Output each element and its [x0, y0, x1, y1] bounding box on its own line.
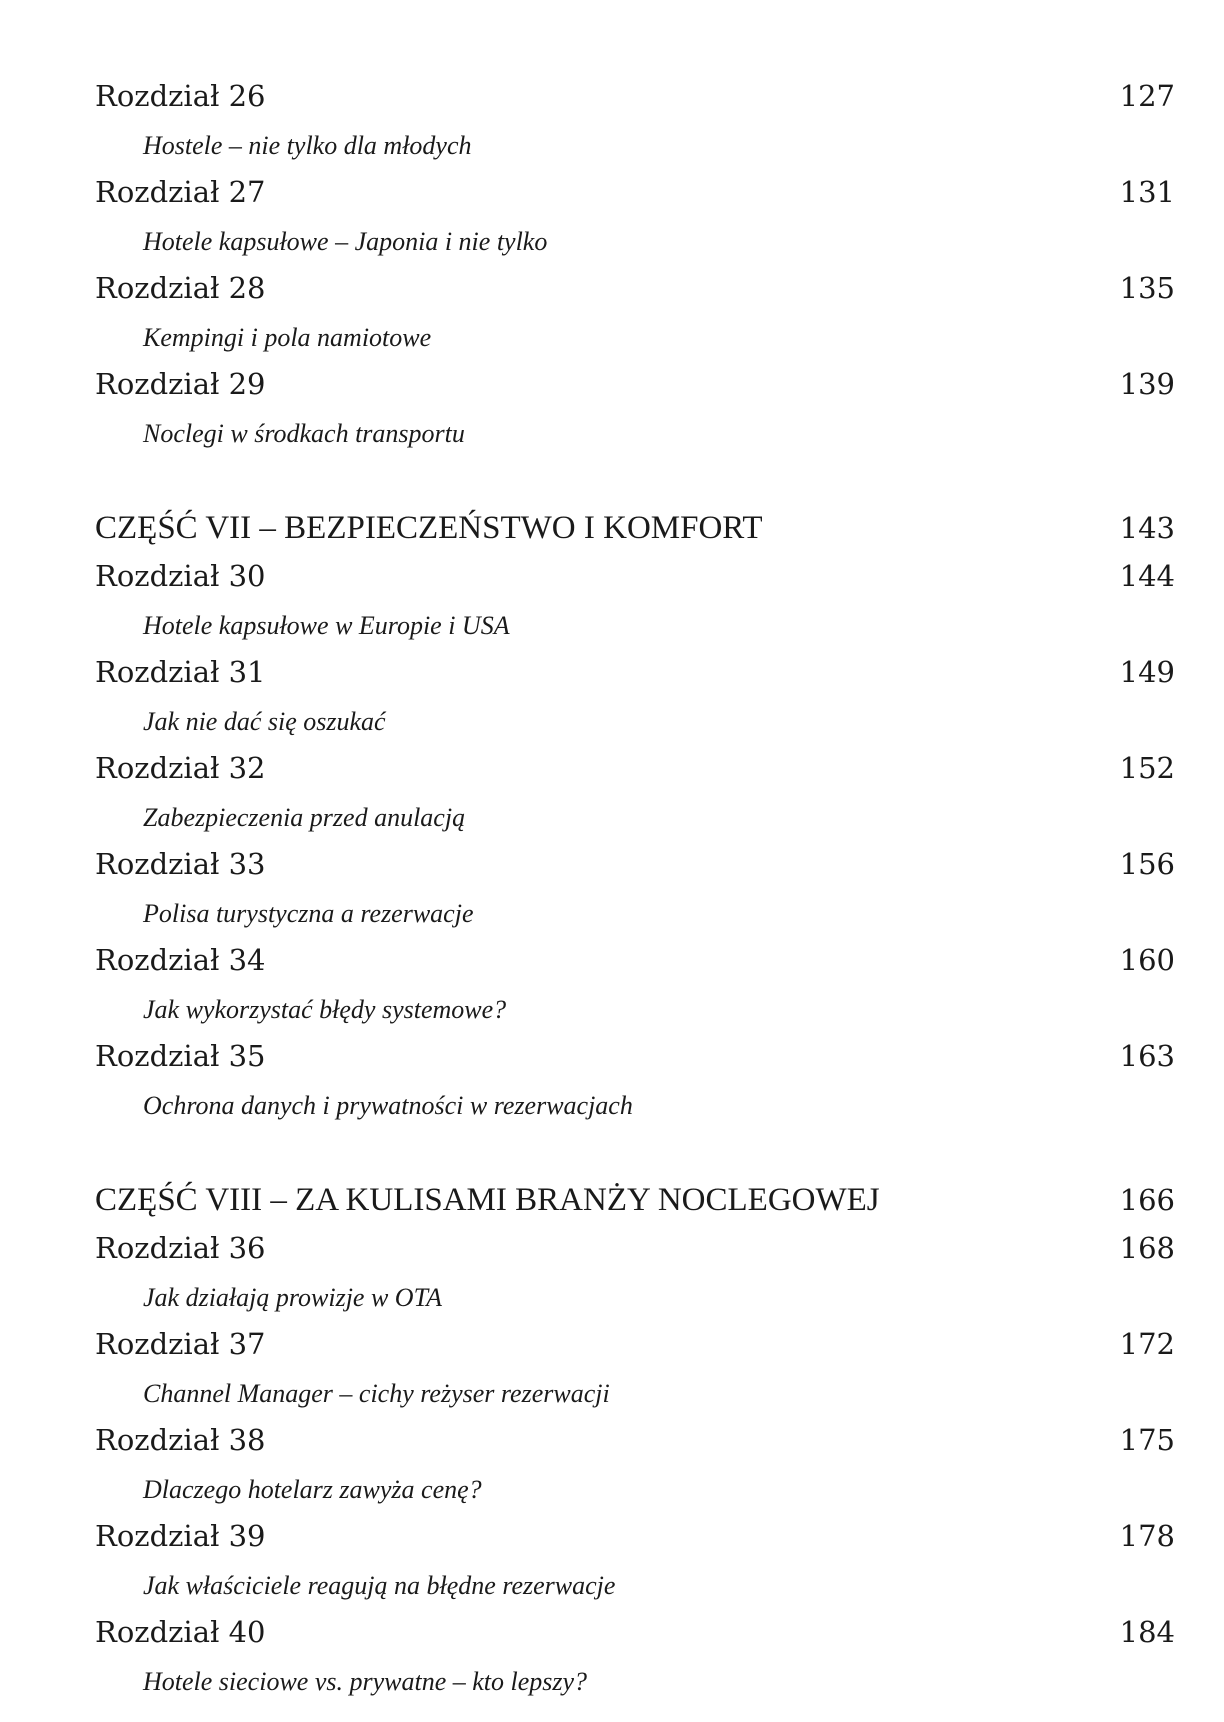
chapter-subtitle: Dlaczego hotelarz zawyża cenę? — [143, 1475, 482, 1504]
page-number: 135 — [1119, 271, 1175, 305]
chapter-subtitle: Channel Manager – cichy reżyser rezerwacji — [143, 1379, 610, 1408]
chapter-subtitle: Polisa turystyczna a rezerwacje — [143, 899, 474, 928]
toc-part-7[interactable] — [95, 510, 1175, 550]
toc-chapter-33[interactable] — [95, 846, 1175, 886]
toc-chapter-31[interactable] — [95, 654, 1175, 694]
page-number: 160 — [1119, 943, 1175, 977]
chapter-subtitle: Noclegi w środkach transportu — [143, 419, 465, 448]
page-number: 152 — [1119, 751, 1175, 785]
toc-chapter-32[interactable] — [95, 750, 1175, 790]
chapter-label: Rozdział 40 — [95, 1615, 266, 1649]
chapter-subtitle: Hotele sieciowe vs. prywatne – kto lepszy? — [143, 1667, 588, 1696]
page-number: 149 — [1119, 655, 1175, 689]
chapter-label: Rozdział 31 — [95, 655, 266, 689]
chapter-label: Rozdział 35 — [95, 1039, 266, 1073]
toc-chapter-26[interactable] — [95, 78, 1175, 118]
page-number: 143 — [1119, 511, 1175, 545]
toc-chapter-29[interactable] — [95, 366, 1175, 406]
chapter-label: Rozdział 33 — [95, 847, 266, 881]
chapter-subtitle: Jak wykorzystać błędy systemowe? — [143, 995, 507, 1024]
toc-chapter-39[interactable] — [95, 1518, 1175, 1558]
chapter-label: Rozdział 29 — [95, 367, 266, 401]
chapter-label: Rozdział 37 — [95, 1327, 266, 1361]
chapter-label: Rozdział 34 — [95, 943, 266, 977]
page-number: 172 — [1119, 1327, 1175, 1361]
page-number: 175 — [1119, 1423, 1175, 1457]
chapter-subtitle: Kempingi i pola namiotowe — [143, 323, 432, 352]
part-label: CZĘŚĆ VIII – ZA KULISAMI BRANŻY NOCLEGOWEJ — [95, 1182, 880, 1218]
chapter-label: Rozdział 32 — [95, 751, 266, 785]
page-number: 156 — [1119, 847, 1175, 881]
page-number: 127 — [1119, 79, 1175, 113]
toc-chapter-34[interactable] — [95, 942, 1175, 982]
chapter-subtitle: Jak nie dać się oszukać — [143, 707, 386, 736]
chapter-label: Rozdział 38 — [95, 1423, 266, 1457]
chapter-subtitle: Hotele kapsułowe w Europie i USA — [143, 611, 510, 640]
page-number: 166 — [1119, 1183, 1175, 1217]
page-number: 163 — [1119, 1039, 1175, 1073]
chapter-label: Rozdział 36 — [95, 1231, 266, 1265]
toc-chapter-36[interactable] — [95, 1230, 1175, 1270]
chapter-label: Rozdział 27 — [95, 175, 266, 209]
chapter-subtitle: Jak działają prowizje w OTA — [143, 1283, 442, 1312]
chapter-subtitle: Ochrona danych i prywatności w rezerwacjach — [143, 1091, 633, 1120]
page-number: 144 — [1119, 559, 1175, 593]
page-number: 184 — [1119, 1615, 1175, 1649]
chapter-label: Rozdział 28 — [95, 271, 266, 305]
chapter-label: Rozdział 39 — [95, 1519, 266, 1553]
toc-chapter-37[interactable] — [95, 1326, 1175, 1366]
toc-part-8[interactable] — [95, 1182, 1175, 1222]
toc-chapter-38[interactable] — [95, 1422, 1175, 1462]
chapter-subtitle: Hostele – nie tylko dla młodych — [143, 131, 472, 160]
chapter-subtitle: Hotele kapsułowe – Japonia i nie tylko — [143, 227, 548, 256]
page-number: 178 — [1119, 1519, 1175, 1553]
page-number: 131 — [1119, 175, 1175, 209]
chapter-label: Rozdział 30 — [95, 559, 266, 593]
chapter-label: Rozdział 26 — [95, 79, 266, 113]
part-label: CZĘŚĆ VII – BEZPIECZEŃSTWO I KOMFORT — [95, 510, 763, 546]
chapter-subtitle: Zabezpieczenia przed anulacją — [143, 803, 466, 832]
page-number: 139 — [1119, 367, 1175, 401]
page-number: 168 — [1119, 1231, 1175, 1265]
toc-chapter-28[interactable] — [95, 270, 1175, 310]
chapter-subtitle: Jak właściciele reagują na błędne rezerwacje — [143, 1571, 616, 1600]
toc-chapter-35[interactable] — [95, 1038, 1175, 1078]
toc-chapter-40[interactable] — [95, 1614, 1175, 1654]
toc-chapter-27[interactable] — [95, 174, 1175, 214]
toc-chapter-30[interactable] — [95, 558, 1175, 598]
